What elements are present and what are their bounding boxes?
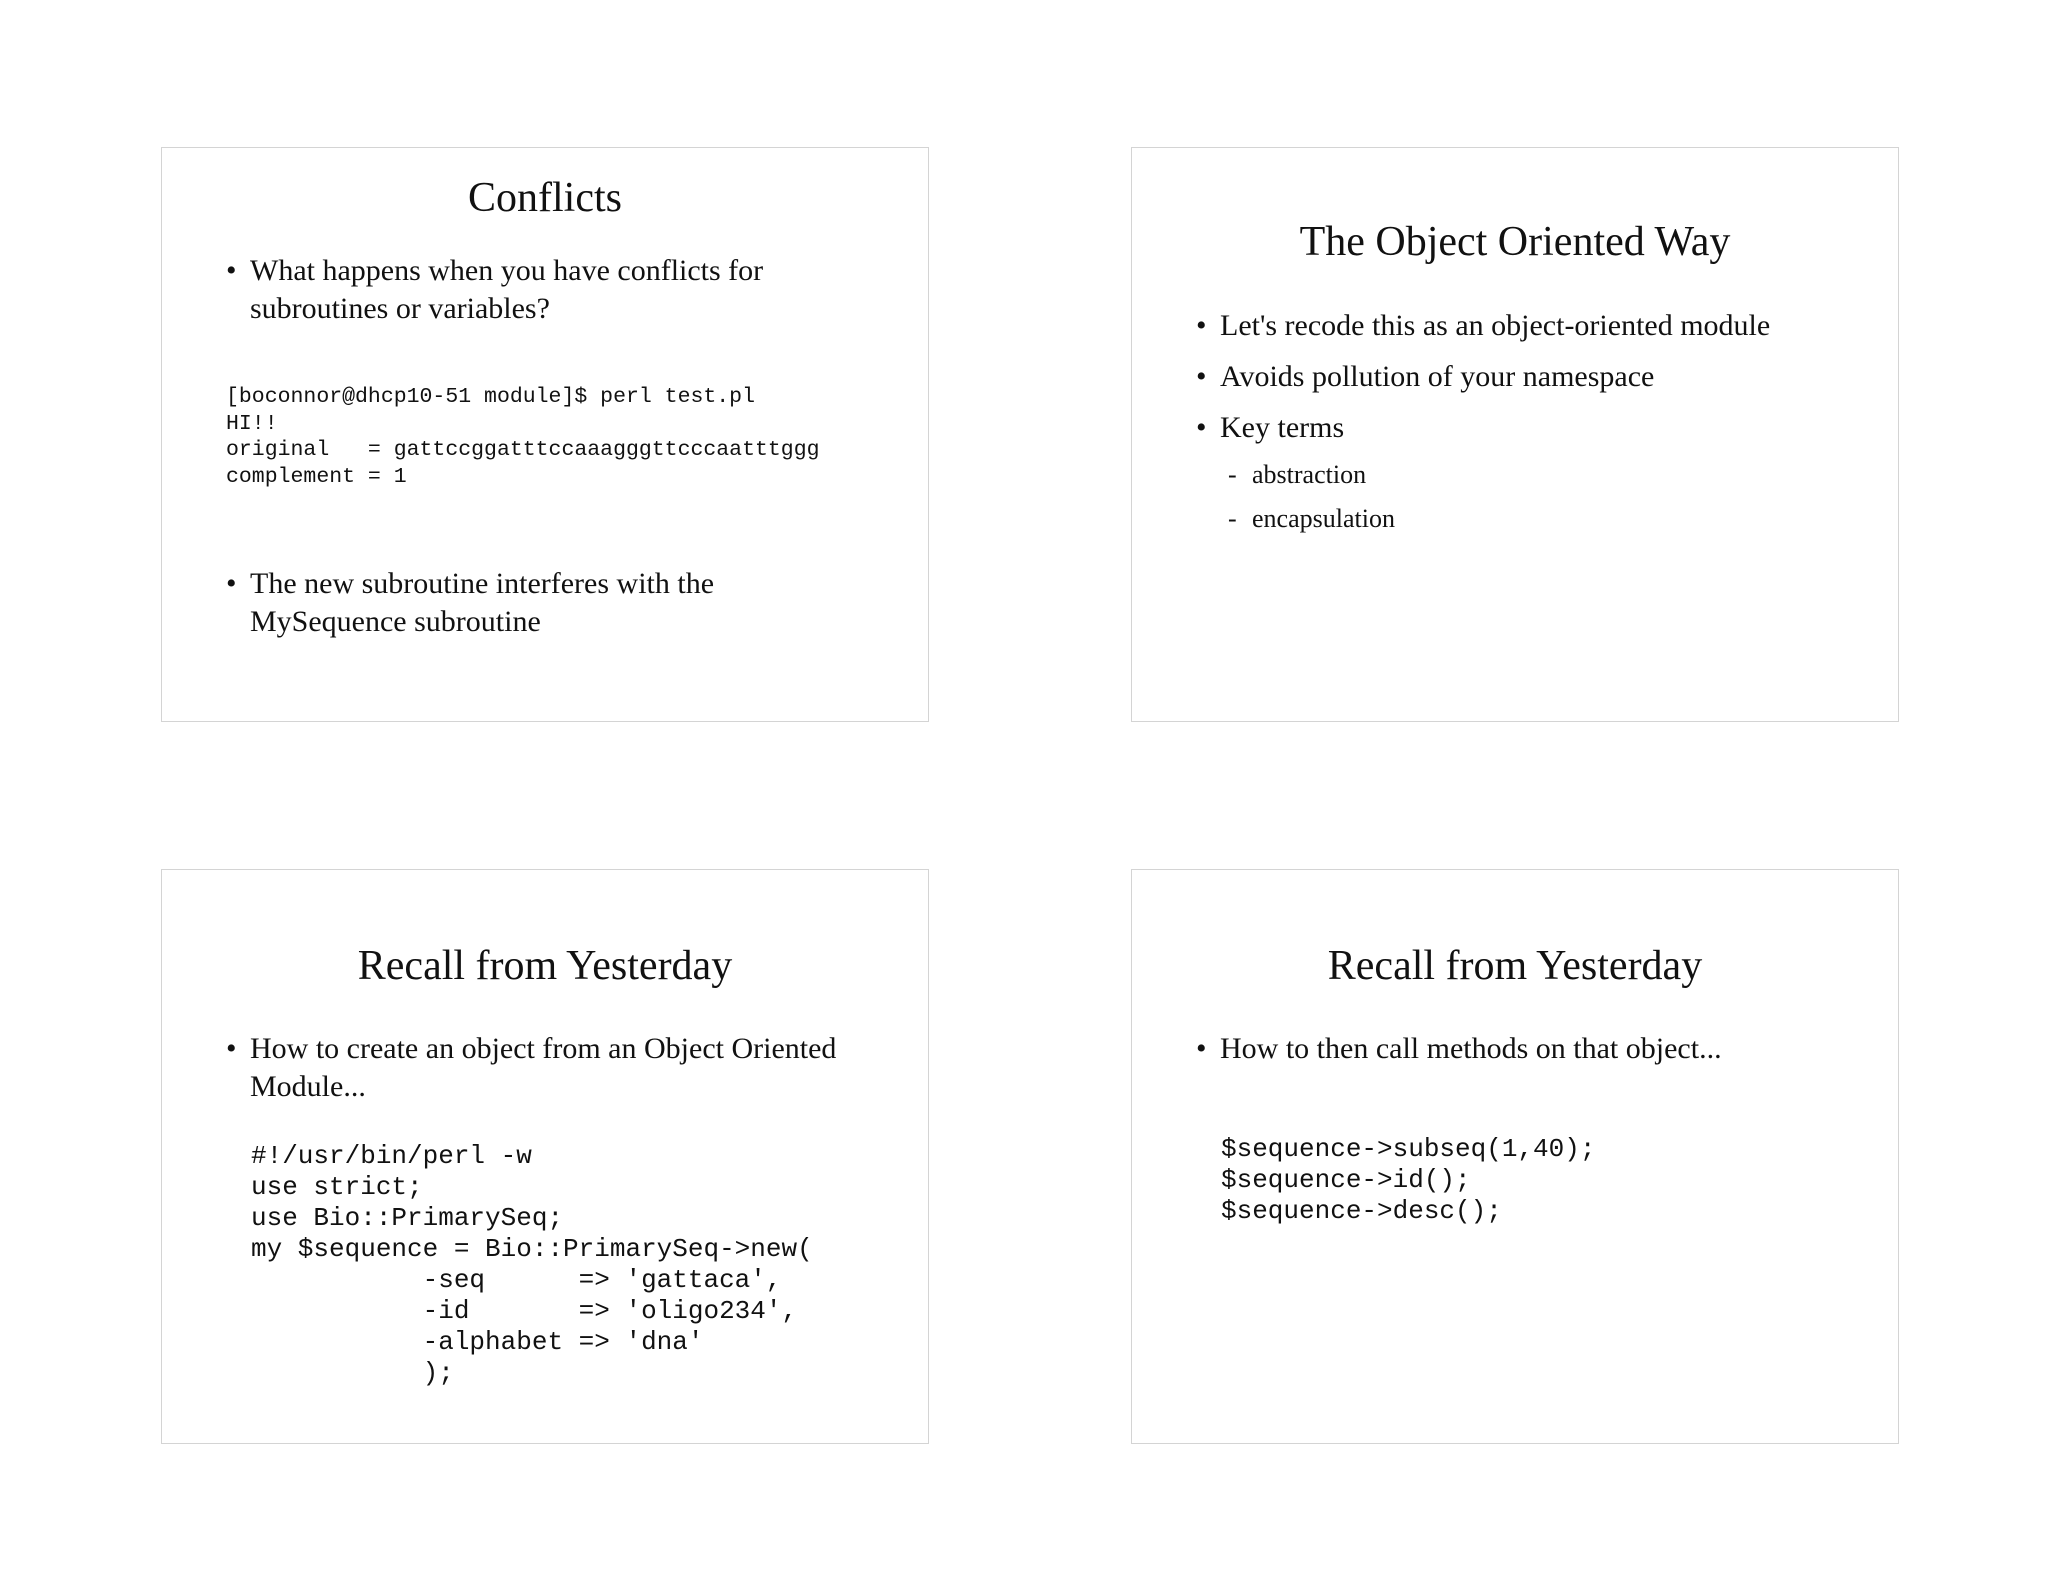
bullet-dot-icon: • [1196,360,1207,393]
bullet-item: • How to then call methods on that object... [1196,1030,1876,1068]
bullet-dot-icon: • [226,567,237,600]
bullet-dot-icon: • [1196,1032,1207,1065]
dash-icon: - [1228,460,1237,489]
code-block [251,1141,813,1389]
slide-object-oriented-way [1131,147,1899,722]
sub-bullet-item: - encapsulation [1228,504,1395,533]
bullet-dot-icon: • [1196,309,1207,342]
slide-title: The Object Oriented Way [1299,219,1731,265]
dash-icon: - [1228,504,1237,533]
code-line: complement = 1 [226,464,407,489]
bullet-item: • The new subroutine interferes with the MySequence subroutine [226,567,715,638]
code-line: $sequence->subseq(1,40); [1221,1134,1596,1164]
slide-recall-call-methods [1131,869,1899,1444]
code-line: original = gattccggatttccaaagggttcccaatttggg [226,438,820,462]
code-line: -seq => 'gattaca', [251,1265,782,1295]
slide-conflicts [161,147,929,722]
bullet-item: • Let's recode this as an object-oriented module [1196,307,1876,345]
code-block [1221,1134,1595,1227]
code-line: my $sequence = Bio::PrimarySeq->new( [251,1234,813,1264]
code-line: HI!! [226,411,278,436]
bullet-item: • How to create an object from an Object Oriented Module... [226,1032,837,1103]
bullet-item: • Key terms [1196,409,1876,447]
slide-title: Recall from Yesterday [357,943,733,989]
bullet-item: • Avoids pollution of your namespace [1196,358,1876,396]
bullet-dot-icon: • [226,254,237,287]
code-line: use strict; [251,1172,423,1202]
slide-title: Conflicts [468,175,622,221]
bullet-item: • What happens when you have conflicts for subroutines or variables? [226,254,764,325]
slide-recall-create-object [161,869,929,1444]
code-line: [boconnor@dhcp10-51 module]$ perl test.pl [226,385,755,409]
code-line: $sequence->id(); [1221,1165,1471,1195]
code-line: -alphabet => 'dna' [251,1327,704,1357]
sub-bullet-item: - abstraction [1228,460,1367,489]
code-line: -id => 'oligo234', [251,1296,798,1326]
code-line: $sequence->desc(); [1221,1196,1502,1226]
code-line: #!/usr/bin/perl -w [251,1141,532,1171]
code-line: use Bio::PrimarySeq; [251,1203,564,1233]
code-line: ); [251,1358,454,1388]
terminal-output [226,384,820,490]
slide-title: Recall from Yesterday [1327,943,1703,989]
bullet-dot-icon: • [226,1032,237,1065]
bullet-dot-icon: • [1196,411,1207,444]
